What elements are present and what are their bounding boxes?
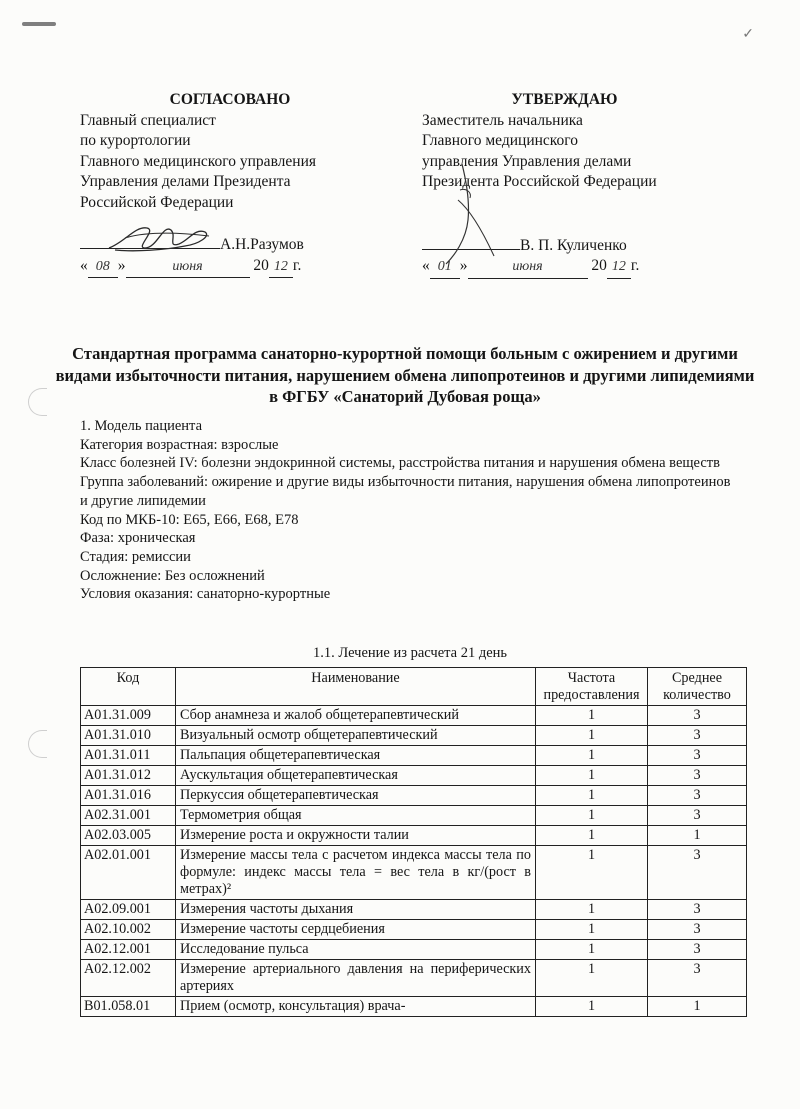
approval-line: Российской Федерации <box>80 193 234 211</box>
table-header-row <box>81 668 747 706</box>
row-name: Визуальный осмотр общетерапевтический <box>176 726 536 746</box>
row-frequency: 1 <box>536 766 648 786</box>
row-quantity: 3 <box>648 806 747 826</box>
patient-model <box>80 417 740 604</box>
model-line: Категория возрастная: взрослые <box>80 436 279 453</box>
row-frequency: 1 <box>536 900 648 920</box>
row-quantity: 3 <box>648 706 747 726</box>
date-year-end: г. <box>630 257 640 274</box>
row-code: А02.10.002 <box>81 920 176 940</box>
row-quantity: 3 <box>648 846 747 900</box>
row-quantity: 3 <box>648 766 747 786</box>
date-day: 08 <box>88 257 118 279</box>
scan-artifact <box>22 22 56 26</box>
row-code: А01.31.016 <box>81 786 176 806</box>
row-name: Сбор анамнеза и жалоб общетерапевтический <box>176 706 536 726</box>
row-frequency: 1 <box>536 997 648 1017</box>
date-year-suffix: 12 <box>607 257 631 279</box>
row-name: Измерение артериального давления на периферических артериях <box>176 960 536 997</box>
row-quantity: 3 <box>648 940 747 960</box>
table-row <box>81 997 747 1017</box>
table-row <box>81 900 747 920</box>
table-row <box>81 826 747 846</box>
signer-name: В. П. Куличенко <box>520 236 627 254</box>
approval-line: Главного медицинского <box>422 132 579 149</box>
approval-line: Главного медицинского управления <box>80 152 317 170</box>
table-row <box>81 920 747 940</box>
approval-line: по курортологии <box>80 132 191 149</box>
punch-hole <box>28 730 47 758</box>
model-line: Осложнение: Без осложнений <box>80 567 265 584</box>
row-quantity: 3 <box>648 786 747 806</box>
row-frequency: 1 <box>536 920 648 940</box>
row-code: А02.09.001 <box>81 900 176 920</box>
date-year-prefix: 20 <box>253 256 269 274</box>
row-quantity: 1 <box>648 997 747 1017</box>
row-name: Прием (осмотр, консультация) врача- <box>176 997 536 1017</box>
row-quantity: 3 <box>648 746 747 766</box>
row-name: Перкуссия общетерапевтическая <box>176 786 536 806</box>
date-month: июня <box>468 257 588 279</box>
table-row <box>81 806 747 826</box>
approval-heading: СОГЛАСОВАНО <box>169 91 291 108</box>
row-quantity: 3 <box>648 960 747 997</box>
row-code: А02.03.005 <box>81 826 176 846</box>
row-frequency: 1 <box>536 726 648 746</box>
date-month: июня <box>126 257 250 279</box>
row-frequency: 1 <box>536 786 648 806</box>
approval-heading: УТВЕРЖДАЮ <box>511 91 618 108</box>
table-row <box>81 746 747 766</box>
date-year-end: г. <box>292 256 302 274</box>
table-row <box>81 786 747 806</box>
row-name: Термометрия общая <box>176 806 536 826</box>
model-line: Класс болезней IV: болезни эндокринной системы, расстройства питания и нарушения обмена веществ <box>80 455 720 472</box>
date-year-prefix: 20 <box>591 257 607 274</box>
row-frequency: 1 <box>536 706 648 726</box>
row-code: В01.058.01 <box>81 997 176 1017</box>
row-code: А02.01.001 <box>81 846 176 900</box>
approval-line: Президента Российской Федерации <box>422 173 657 190</box>
table-row <box>81 766 747 786</box>
approval-date: « 08 » июня 20 12 г. <box>80 256 400 279</box>
row-code: А01.31.009 <box>81 706 176 726</box>
row-frequency: 1 <box>536 746 648 766</box>
row-name: Аускультация общетерапевтическая <box>176 766 536 786</box>
approval-line: Заместитель начальника <box>422 111 583 129</box>
header-frequency: Частота предоставления <box>536 668 648 706</box>
pencil-mark: ✓ <box>742 27 754 42</box>
punch-hole <box>28 388 47 416</box>
row-quantity: 3 <box>648 920 747 940</box>
signer-name: А.Н.Разумов <box>220 236 304 253</box>
row-frequency: 1 <box>536 960 648 997</box>
row-name: Исследование пульса <box>176 940 536 960</box>
date-day: 01 <box>430 257 460 279</box>
approval-line: управления Управления делами <box>422 152 632 170</box>
row-quantity: 3 <box>648 726 747 746</box>
table-row <box>81 706 747 726</box>
model-line: Группа заболеваний: ожирение и другие виды избыточности питания, нарушения обмена липопротеинов и другие липидемии <box>80 474 731 509</box>
row-name: Измерение роста и окружности талии <box>176 826 536 846</box>
row-code: А02.12.001 <box>81 940 176 960</box>
row-name: Измерения частоты дыхания <box>176 900 536 920</box>
approval-line: Управления делами Президента <box>80 173 291 190</box>
row-code: А02.12.002 <box>81 960 176 997</box>
model-line: Код по МКБ-10: Е65, Е66, Е68, Е78 <box>80 511 299 528</box>
header-name: Наименование <box>176 668 536 706</box>
signature-kulichenko <box>440 160 500 270</box>
model-line: Фаза: хроническая <box>80 530 196 547</box>
table-row <box>81 960 747 997</box>
model-line: Условия оказания: санаторно-курортные <box>80 586 331 603</box>
header-quantity: Среднее количество <box>648 668 747 706</box>
row-code: А02.31.001 <box>81 806 176 826</box>
table-row <box>81 726 747 746</box>
row-code: А01.31.012 <box>81 766 176 786</box>
document-title: Стандартная программа санаторно-курортной помощи больным с ожирением и другими видами избыточности питания, нарушением обмена липопротеинов и другими липидемиями в ФГБУ «Санаторий Дубовая роща» <box>55 344 755 406</box>
table-body <box>81 706 747 1017</box>
row-frequency: 1 <box>536 846 648 900</box>
treatment-table <box>80 667 747 1017</box>
row-frequency: 1 <box>536 940 648 960</box>
header-code: Код <box>81 668 176 706</box>
signature-razumov <box>105 218 215 258</box>
approval-line: Главный специалист <box>80 111 216 129</box>
approval-date: « 01 » июня 20 12 г. <box>422 256 742 279</box>
row-name: Измерение частоты сердцебиения <box>176 920 536 940</box>
row-quantity: 1 <box>648 826 747 846</box>
model-line: Стадия: ремиссии <box>80 548 191 565</box>
table-caption: 1.1. Лечение из расчета 21 день <box>312 645 508 661</box>
date-year-suffix: 12 <box>269 257 293 279</box>
row-name: Пальпация общетерапевтическая <box>176 746 536 766</box>
row-frequency: 1 <box>536 826 648 846</box>
row-code: А01.31.010 <box>81 726 176 746</box>
row-name: Измерение массы тела с расчетом индекса массы тела по формуле: индекс массы тела = вес тела в кг/(рост в метрах)² <box>176 846 536 900</box>
row-code: А01.31.011 <box>81 746 176 766</box>
table-row <box>81 846 747 900</box>
row-quantity: 3 <box>648 900 747 920</box>
table-row <box>81 940 747 960</box>
row-frequency: 1 <box>536 806 648 826</box>
model-line: 1. Модель пациента <box>80 418 203 434</box>
